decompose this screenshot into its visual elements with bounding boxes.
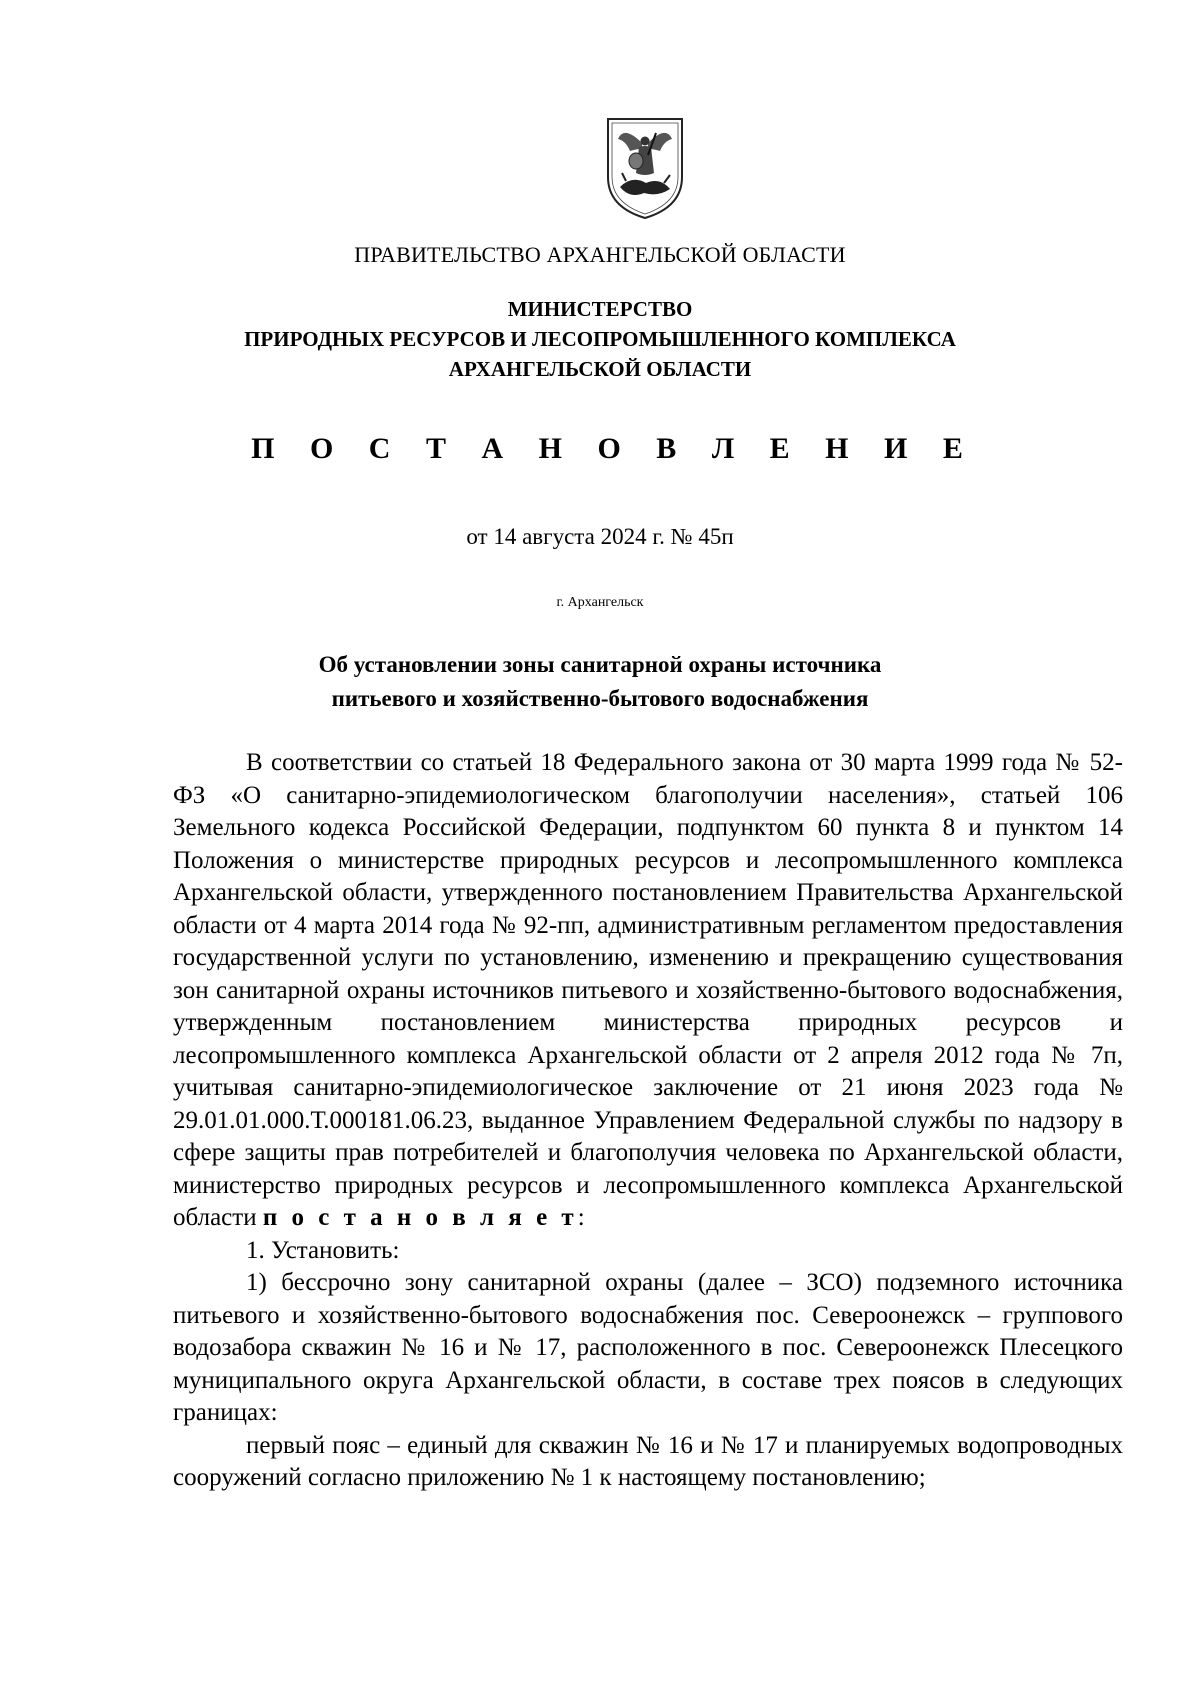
document-body [173, 747, 1123, 1495]
ministry-title-line: ПРИРОДНЫХ РЕСУРСОВ И ЛЕСОПРОМЫШЛЕННОГО КОМПЛЕКСА [244, 327, 956, 351]
preamble-text: В соответствии со статьей 18 Федерального закона от 30 марта 1999 года № 52-ФЗ «О санитарно-эпидемиологическом благополучии населения», статьей 106 Земельного кодекса Российской Федерации, подпунктом 60 пункта 8 и пунктом 14 Положения о министерстве природных ресурсов и лесопромышленного комплекса Архангельской области, утвержденного постановлением Правительства Архангельской области от 4 марта 2014 года № 92-пп, административным регламентом предоставления государственной услуги по установлению, изменению и прекращению существования зон санитарной охраны источников питьевого и хозяйственно-бытового водоснабжения, утвержденным постановлением министерства природных ресурсов и лесопромышленного комплекса Архангельской области от 2 апреля 2012 года № 7п, учитывая санитарно-эпидемиологическое заключение от 21 июня 2023 года № 29.01.01.000.Т.000181.06.23, выданное Управлением Федеральной службы по надзору в сфере защиты прав потребителей и благополучия человека по Архангельской области, министерство природных ресурсов и лесопромышленного комплекса Архангельской области [173, 749, 1123, 1231]
document-type-heading: П О С Т А Н О В Л Е Н И Е [251, 432, 977, 465]
decree-punctuation: : [577, 1204, 585, 1231]
first-belt-paragraph: первый пояс – единый для скважин № 16 и № 17 и планируемых водопроводных сооружений согласно приложению № 1 к настоящему постановлению; [173, 1431, 1123, 1491]
subject-line: питьевого и хозяйственно-бытового водоснабжения [331, 686, 869, 711]
arkhangelsk-coat-of-arms-icon [602, 115, 688, 221]
document-date-number: от 14 августа 2024 г. № 45п [466, 524, 734, 549]
subject-line: Об установлении зоны санитарной охраны источника [318, 652, 882, 677]
ministry-title-line: МИНИСТЕРСТВО [507, 297, 693, 321]
document-subject [0, 648, 1200, 716]
ministry-title [0, 294, 1200, 384]
preamble-paragraph [173, 747, 1123, 1235]
decree-word: п о с т а н о в л я е т [262, 1204, 578, 1231]
item-1-1-paragraph: 1) бессрочно зону санитарной охраны (далее – ЗСО) подземного источника питьевого и хозяйственно-бытового водоснабжения пос. Североонежск – группового водозабора скважин № 16 и № 17, расположенного в пос. Североонежск Плесецкого муниципального округа Архангельской области, в составе трех поясов в следующих границах: [173, 1269, 1123, 1426]
ministry-title-line: АРХАНГЕЛЬСКОЙ ОБЛАСТИ [448, 357, 752, 381]
document-city: г. Архангельск [556, 595, 644, 610]
item-1-paragraph: 1. Установить: [246, 1236, 400, 1264]
government-title: ПРАВИТЕЛЬСТВО АРХАНГЕЛЬСКОЙ ОБЛАСТИ [354, 242, 846, 267]
